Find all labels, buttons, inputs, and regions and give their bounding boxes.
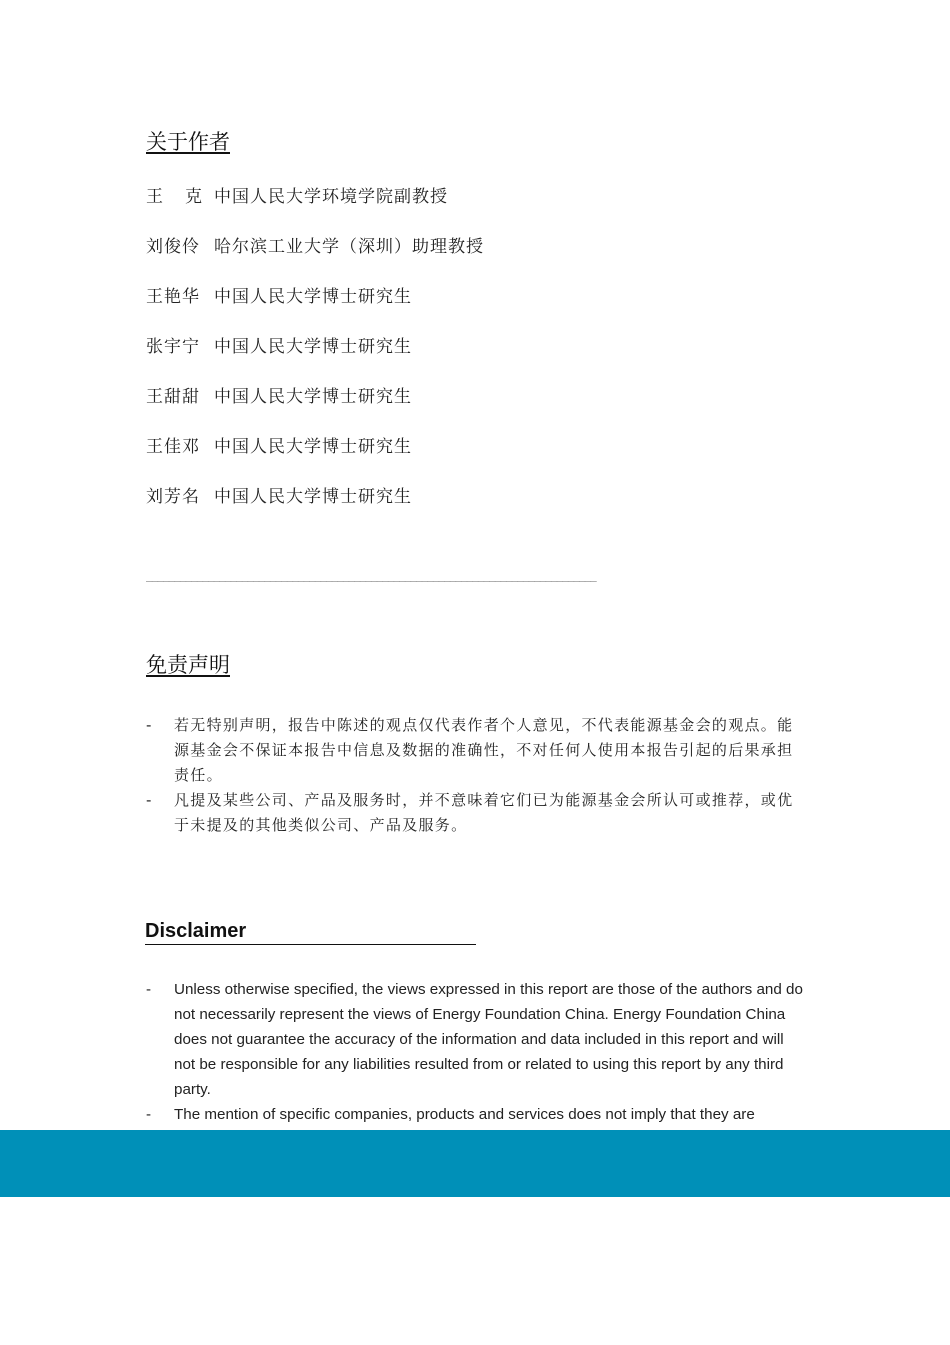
author-row bbox=[146, 384, 484, 434]
author-title: 哈尔滨工业大学（深圳）助理教授 bbox=[214, 237, 484, 257]
author-name: 王克 bbox=[146, 187, 224, 207]
author-title: 中国人民大学博士研究生 bbox=[214, 337, 412, 357]
footer-band bbox=[0, 1130, 950, 1197]
disclaimer-en-heading: Disclaimer bbox=[145, 918, 476, 945]
disclaimer-en-item bbox=[146, 1102, 806, 1127]
about-authors-heading: 关于作者 bbox=[146, 130, 230, 154]
author-row bbox=[146, 284, 484, 334]
disclaimer-cn-list bbox=[146, 713, 806, 838]
author-row bbox=[146, 484, 484, 534]
disclaimer-en-list bbox=[146, 977, 806, 1127]
author-title: 中国人民大学博士研究生 bbox=[214, 387, 412, 407]
author-name: 刘芳名 bbox=[146, 487, 200, 507]
author-title: 中国人民大学博士研究生 bbox=[214, 487, 412, 507]
author-name: 刘俊伶 bbox=[146, 237, 200, 257]
author-name: 王甜甜 bbox=[146, 387, 200, 407]
disclaimer-cn-text: 凡提及某些公司、产品及服务时，并不意味着它们已为能源基金会所认可或推荐，或优于未提及的其他类似公司、产品及服务。 bbox=[174, 791, 794, 834]
bullet-dash: - bbox=[146, 981, 152, 998]
disclaimer-cn-heading: 免责声明 bbox=[146, 653, 230, 677]
disclaimer-en-item bbox=[146, 977, 806, 1102]
author-name: 王佳邓 bbox=[146, 437, 200, 457]
author-row bbox=[146, 234, 484, 284]
author-title: 中国人民大学博士研究生 bbox=[214, 287, 412, 307]
author-name: 王艳华 bbox=[146, 287, 200, 307]
disclaimer-cn-item bbox=[146, 713, 806, 788]
bullet-dash: - bbox=[146, 1106, 152, 1123]
disclaimer-cn-item bbox=[146, 788, 806, 838]
author-row bbox=[146, 334, 484, 384]
separator-line: ________________________________________________________________________________ bbox=[146, 569, 596, 582]
disclaimer-cn-text: 若无特别声明，报告中陈述的观点仅代表作者个人意见，不代表能源基金会的观点。能源基金会不保证本报告中信息及数据的准确性，不对任何人使用本报告引起的后果承担责任。 bbox=[174, 716, 794, 784]
author-list bbox=[146, 184, 484, 534]
bullet-dash: - bbox=[146, 716, 153, 734]
bullet-dash: - bbox=[146, 791, 153, 809]
disclaimer-en-text: Unless otherwise specified, the views expressed in this report are those of the authors and do not necessarily represent the views of Energy Foundation China. Energy Foundation China does not guarantee the accuracy of the information and data included in this report and will not be responsible for any liabilities resulted from or related to using this report by any third party. bbox=[174, 981, 803, 1098]
disclaimer-en-text: The mention of specific companies, products and services does not imply that they are bbox=[174, 1106, 755, 1123]
author-title: 中国人民大学博士研究生 bbox=[214, 437, 412, 457]
author-row bbox=[146, 434, 484, 484]
author-row bbox=[146, 184, 484, 234]
author-title: 中国人民大学环境学院副教授 bbox=[214, 187, 448, 207]
author-name: 张宇宁 bbox=[146, 337, 200, 357]
